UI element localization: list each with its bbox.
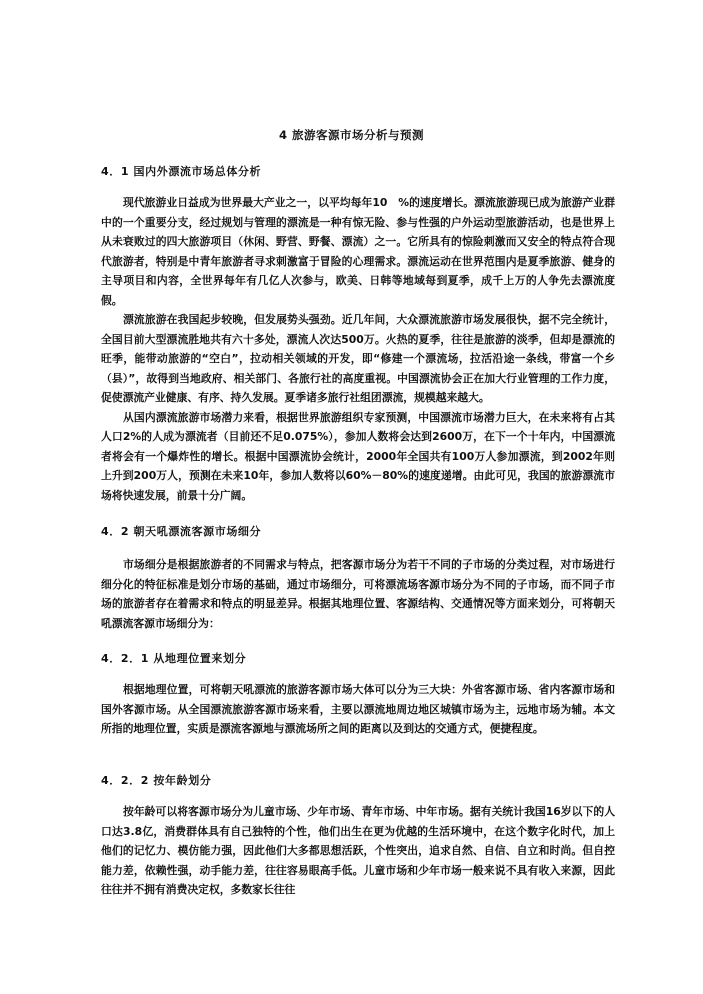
section-4-1-heading: 4．1 国内外漂流市场总体分析 bbox=[101, 165, 262, 178]
section-4-2-2-heading: 4．2．2 按年龄划分 bbox=[101, 774, 212, 787]
section-4-2-1-heading: 4．2．1 从地理位置来划分 bbox=[101, 652, 247, 665]
section-4-2-heading: 4．2 朝天吼漂流客源市场细分 bbox=[101, 525, 262, 538]
document-title: 4 旅游客源市场分析与预测 bbox=[278, 128, 424, 142]
paragraph: 现代旅游业日益成为世界最大产业之一，以平均每年10 %的速度增长。漂流旅游现已成为旅游产业群中的一个重要分支，经过规划与管理的漂流是一种有惊无险、参与性强的户外运动型旅游活动，也是世界上从未衰败过的四大旅游项目（休闲、野营、野餐、漂流）之一。它所具有的惊险刺激而又安全的特点符合现代旅游者，特别是中青年旅游者寻求刺激富于冒险的心理需求。漂流运动在世界范围内是夏季旅游、健身的主导项目和内容，全世界每年有几亿人次参与，欧美、日韩等地域每到夏季，成千上万的人争先去漂流度假。 bbox=[101, 196, 615, 307]
section-4-2-2-body bbox=[101, 802, 615, 900]
paragraph: 市场细分是根据旅游者的不同需求与特点，把客源市场分为若干不同的子市场的分类过程，对市场进行细分化的特征标准是划分市场的基础，通过市场细分，可将漂流场客源市场分为不同的子市场，而不同子市场的旅游者存在着需求和特点的明显差异。根据其地理位置、客源结构、交通情况等方面来划分，可将朝天吼漂流客源市场细分为： bbox=[101, 558, 615, 630]
paragraph: 从国内漂流旅游市场潜力来看，根据世界旅游组织专家预测，中国漂流市场潜力巨大，在未来将有占其人口2%的人成为漂流者（目前还不足0.075%），参加人数将会达到2600万，在下一个十年内，中国漂流者将会有一个爆炸性的增长。根据中国漂流协会统计，2000年全国共有100万人参加漂流，到2002年则上升到200万人，预测在未来10年，参加人数将以60%－80%的速度递增。由此可见，我国的旅游漂流市场将快速发展，前景十分广阔。 bbox=[101, 410, 615, 502]
section-4-2-1-body bbox=[101, 680, 615, 739]
paragraph: 根据地理位置，可将朝天吼漂流的旅游客源市场大体可以分为三大块：外省客源市场、省内客源市场和国外客源市场。从全国漂流旅游客源市场来看，主要以漂流地周边地区城镇市场为主，远地市场为辅。本文所指的地理位置，实质是漂流客源地与漂流场所之间的距离以及到达的交通方式，便捷程度。 bbox=[101, 683, 615, 735]
paragraph: 漂流旅游在我国起步较晚，但发展势头强劲。近几年间，大众漂流旅游市场发展很快，据不完全统计，全国目前大型漂流胜地共有六十多处，漂流人次达500万。火热的夏季，往往是旅游的淡季，但却是漂流的旺季，能带动旅游的“空白”，拉动相关领域的开发，即“修建一个漂流场，拉活沿途一条线，带富一个乡（县）”，故得到当地政府、相关部门、各旅行社的高度重视。中国漂流协会正在加大行业管理的工作力度，促使漂流产业健康、有序、持久发展。夏季诸多旅行社组团漂流，规模越来越大。 bbox=[101, 313, 615, 404]
section-4-1-body bbox=[101, 193, 615, 505]
section-4-2-body bbox=[101, 555, 615, 633]
paragraph: 按年龄可以将客源市场分为儿童市场、少年市场、青年市场、中年市场。据有关统计我国16岁以下的人口达3.8亿，消费群体具有自己独特的个性，他们出生在更为优越的生活环境中，在这个数字化时代，加上他们的记忆力、模仿能力强，因此他们大多都思想活跃，个性突出，追求自然、自信、自立和时尚。但自控能力差，依赖性强，动手能力差，往往容易眼高手低。儿童市场和少年市场一般来说不具有收入来源，因此往往并不拥有消费决定权，多数家长往往 bbox=[101, 805, 615, 896]
